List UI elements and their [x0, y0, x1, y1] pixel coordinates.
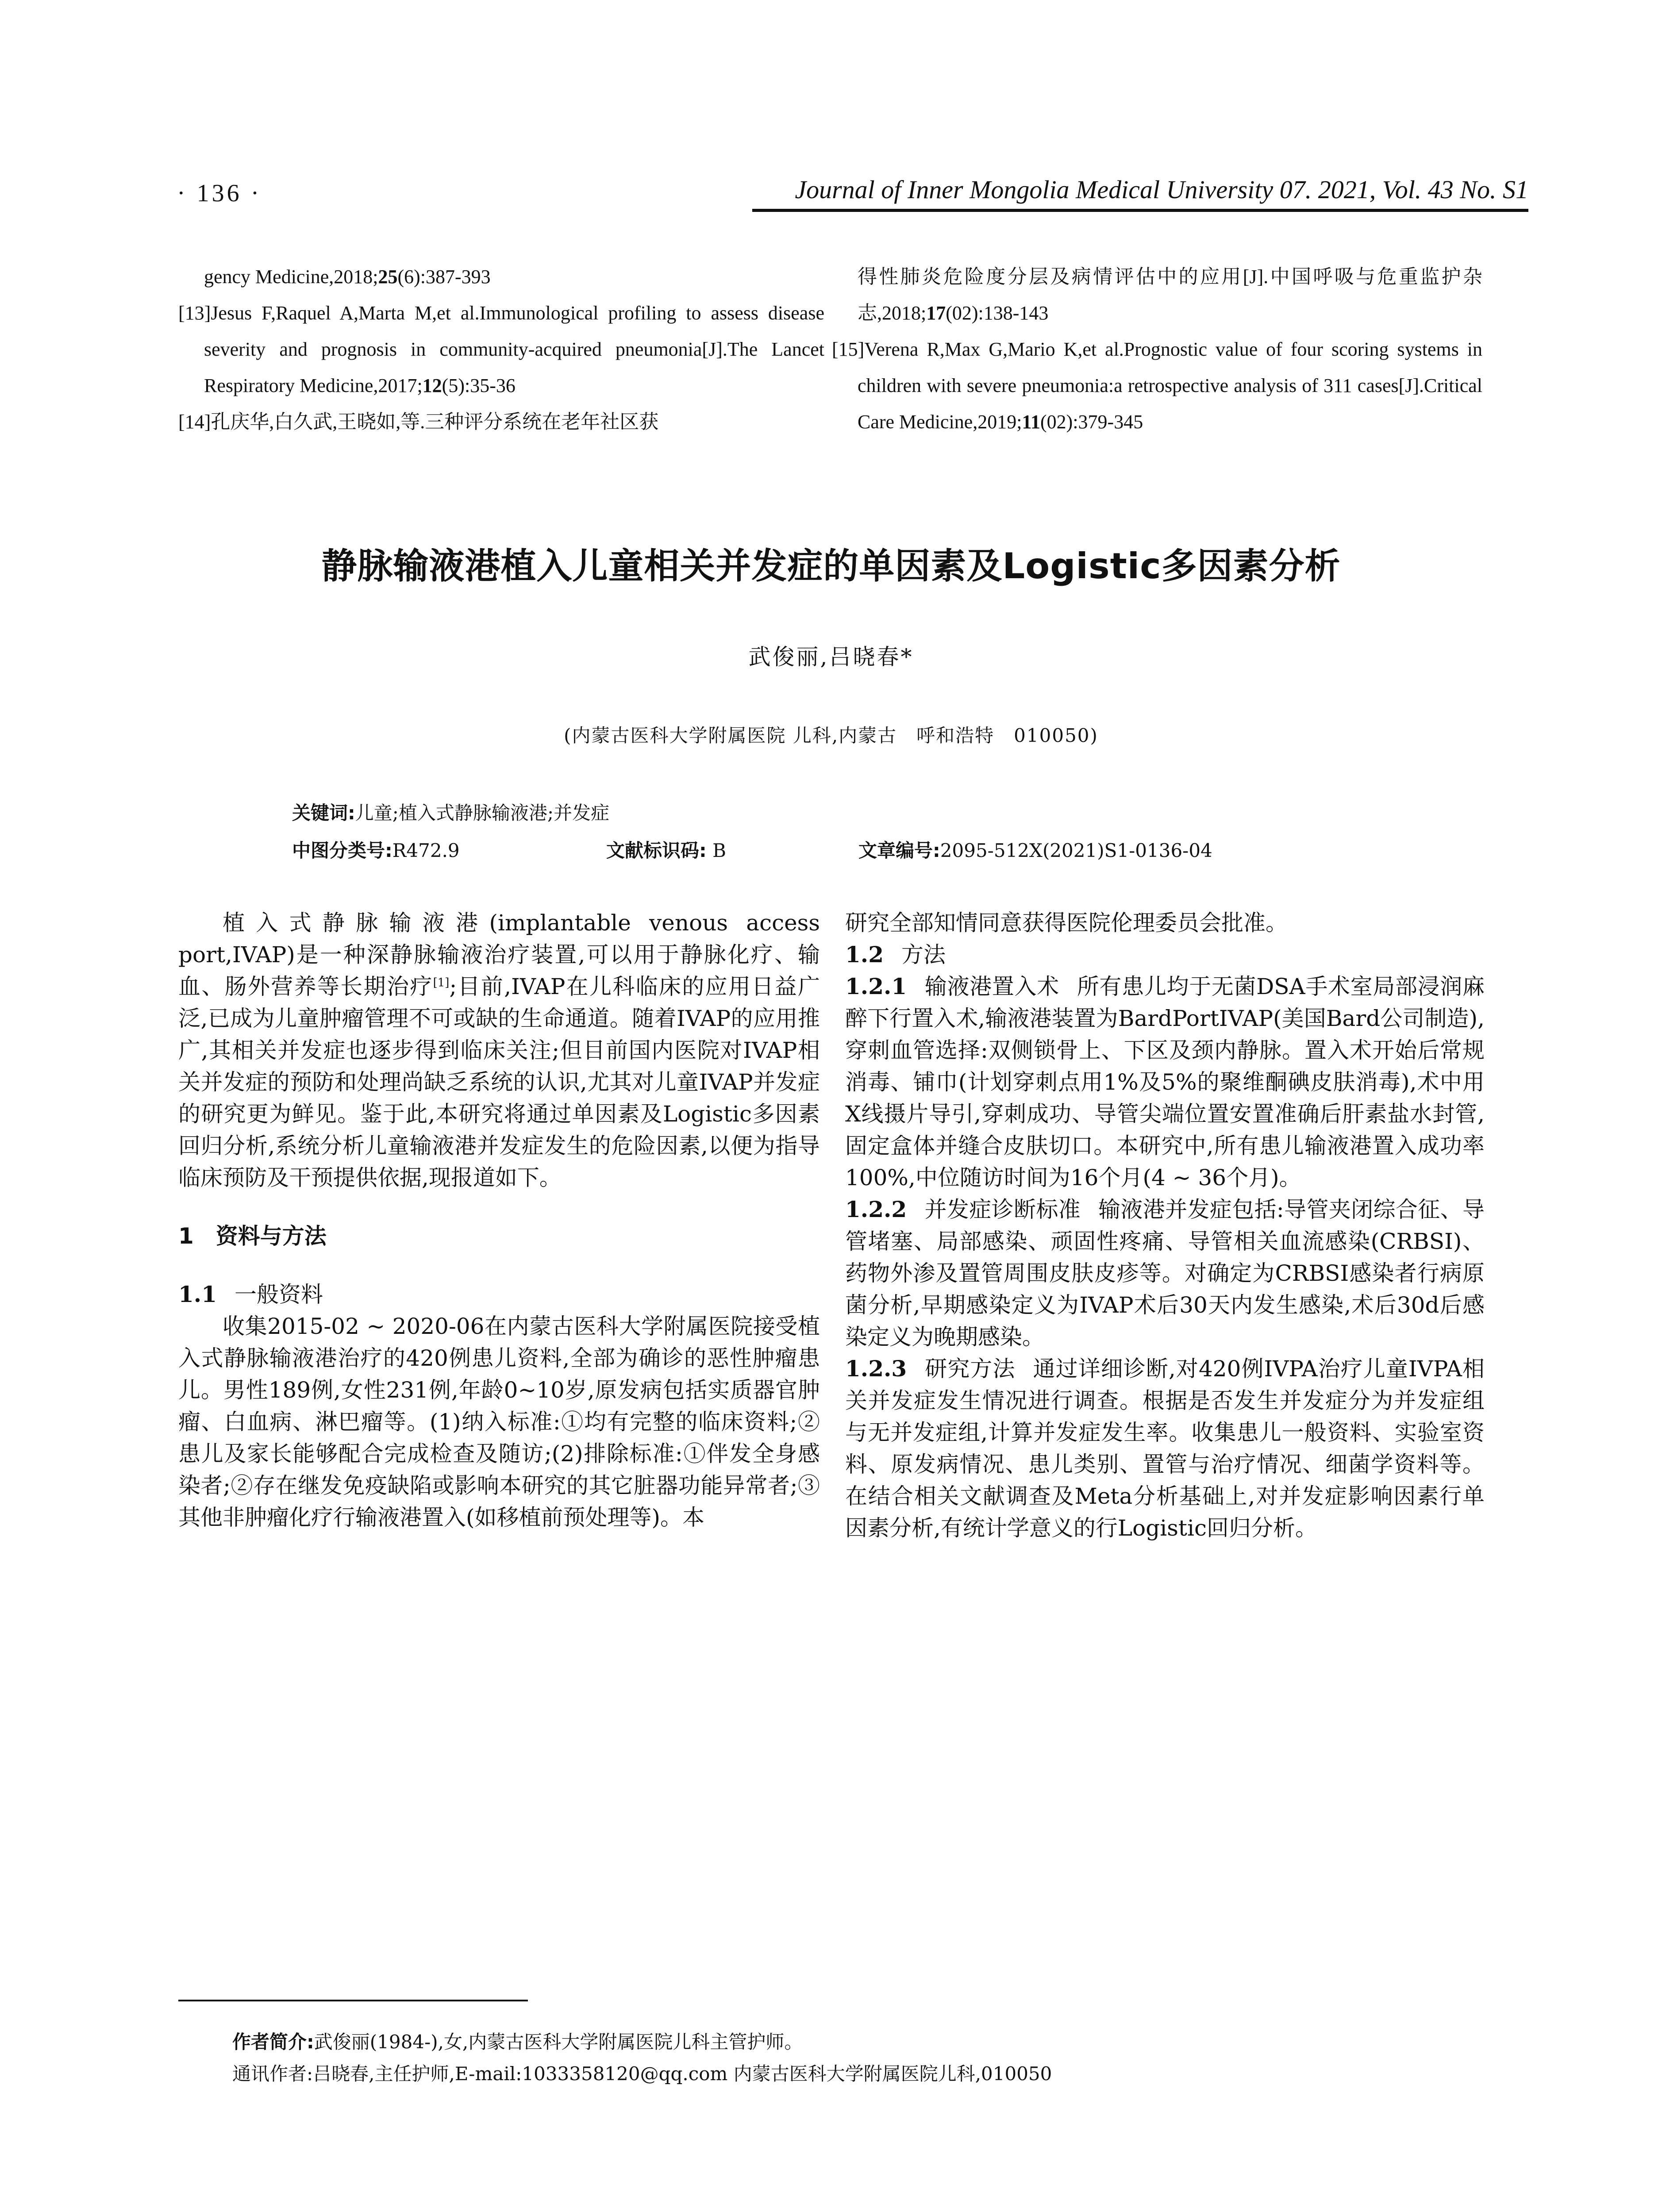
doc-code-label: 文献标识码:: [606, 840, 707, 861]
clc-value: R472.9: [392, 840, 460, 861]
corresponding-author: 通讯作者:吕晓春,主任护师,E-mail:1033358120@qq.com 内蒙古医科大学附属医院儿科,010050: [232, 2063, 1052, 2085]
reference-item: gency Medicine,2018;25(6):387-393: [204, 266, 491, 288]
body-column-right: [845, 907, 1485, 1544]
keywords-line: [292, 799, 609, 825]
page-number: · 136 ·: [177, 180, 262, 207]
footnote: [232, 2026, 1052, 2090]
section-heading-1-2: 1.2 方法: [845, 941, 946, 968]
keywords-value: 儿童;植入式静脉输液港;并发症: [355, 802, 610, 824]
section-1-2-3: 1.2.3 研究方法 通过详细诊断,对420例IVPA治疗儿童IVPA相关并发症发生情况进行调查。根据是否发生并发症分为并发症组与无并发症组,计算并发症发生率。收集患儿一般资料、实验室资料、原发病情况、患儿类别、置管与治疗情况、细菌学资料等。在结合相关文献调查及Meta分析基础上,对并发症影响因素行单因素分析,有统计学意义的行Logistic回归分析。: [845, 1356, 1485, 1541]
article-no-value: 2095-512X(2021)S1-0136-04: [940, 840, 1212, 861]
article-title: 静脉输液港植入儿童相关并发症的单因素及Logistic多因素分析: [321, 545, 1341, 587]
reference-item: [14]孔庆华,白久武,王晓如,等.三种评分系统在老年社区获: [178, 411, 659, 433]
references-left: [178, 259, 824, 440]
doc-code-value: B: [712, 840, 727, 861]
section-1-2-2: 1.2.2 并发症诊断标准 输液港并发症包括:导管夹闭综合征、导管堵塞、局部感染、顽固性疼痛、导管相关血流感染(CRBSI)、药物外渗及置管周围皮肤皮疹等。对确定为CRBSI感染者行病原菌分析,早期感染定义为IVAP术后30天内发生感染,术后30d后感染定义为晚期感染。: [845, 1196, 1485, 1350]
author-bio: 作者简介:武俊丽(1984-),女,内蒙古医科大学附属医院儿科主管护师。: [232, 2031, 803, 2053]
reference-item: 得性肺炎危险度分层及病情评估中的应用[J].中国呼吸与危重监护杂志,2018;17(02):138-143: [858, 266, 1482, 324]
body-column-left: [178, 907, 820, 1533]
article-authors: 武俊丽,吕晓春*: [748, 644, 914, 670]
reference-item: [13]Jesus F,Raquel A,Marta M,et al.Immunological profiling to assess disease severity and prognosis in community-acquired pneumonia[J].The Lancet Respiratory Medicine,2017;12(5):35-36: [178, 302, 824, 396]
journal-header: Journal of Inner Mongolia Medical University 07. 2021, Vol. 43 No. S1: [795, 175, 1528, 204]
header-rule: [752, 209, 1528, 212]
references-right: [832, 259, 1482, 440]
section-1-2-1: 1.2.1 输液港置入术 所有患儿均于无菌DSA手术室局部浸润麻醉下行置入术,输液港装置为BardPortIVAP(美国Bard公司制造),穿刺血管选择:双侧锁骨上、下区及颈内静脉。置入术开始后常规消毒、铺巾(计划穿刺点用1%及5%的聚维酮碘皮肤消毒),术中用X线摄片导引,穿刺成功、导管尖端位置安置准确后肝素盐水封管,固定盒体并缝合皮肤切口。本研究中,所有患儿输液港置入成功率100%,中位随访时间为16个月(4 ~ 36个月)。: [845, 973, 1485, 1190]
classification-line: [292, 836, 1212, 863]
keywords-label: 关键词:: [292, 802, 355, 824]
article-no-label: 文章编号:: [858, 840, 940, 861]
clc-label: 中图分类号:: [292, 840, 392, 861]
section-heading-1: 1 资料与方法: [178, 1223, 327, 1249]
citation-1[interactable]: [1]: [433, 976, 450, 990]
footnote-rule: [178, 2000, 528, 2001]
ethics-paragraph: 研究全部知情同意获得医院伦理委员会批准。: [845, 910, 1288, 936]
general-data-paragraph: 收集2015-02 ~ 2020-06在内蒙古医科大学附属医院接受植入式静脉输液港治疗的420例患儿资料,全部为确诊的恶性肿瘤患儿。男性189例,女性231例,年龄0~10岁,原发病包括实质器官肿瘤、白血病、淋巴瘤等。(1)纳入标准:①均有完整的临床资料;②患儿及家长能够配合完成检查及随访;(2)排除标准:①伴发全身感染者;②存在继发免疫缺陷或影响本研究的其它脏器功能异常者;③其他非肿瘤化疗行输液港置入(如移植前预处理等)。本: [178, 1313, 820, 1530]
section-heading-1-1: 1.1 一般资料: [178, 1281, 323, 1307]
intro-paragraph: 植入式静脉输液港(implantable venous access port,IVAP)是一种深静脉输液治疗装置,可以用于静脉化疗、输血、肠外营养等长期治疗[1];目前,IVAP在儿科临床的应用日益广泛,已成为儿童肿瘤管理不可或缺的生命通道。随着IVAP的应用推广,其相关并发症也逐步得到临床关注;但目前国内医院对IVAP相关并发症的预防和处理尚缺乏系统的认识,尤其对儿童IVAP并发症的研究更为鲜见。鉴于此,本研究将通过单因素及Logistic多因素回归分析,系统分析儿童输液港并发症发生的危险因素,以便为指导临床预防及干预提供依据,现报道如下。: [178, 910, 820, 1190]
article-affiliation: (内蒙古医科大学附属医院 儿科,内蒙古 呼和浩特 010050): [564, 725, 1098, 746]
reference-item: [15]Verena R,Max G,Mario K,et al.Prognostic value of four scoring systems in children with severe pneumonia:a retrospective analysis of 311 cases[J].Critical Care Medicine,2019;11(02):379-345: [832, 338, 1482, 433]
